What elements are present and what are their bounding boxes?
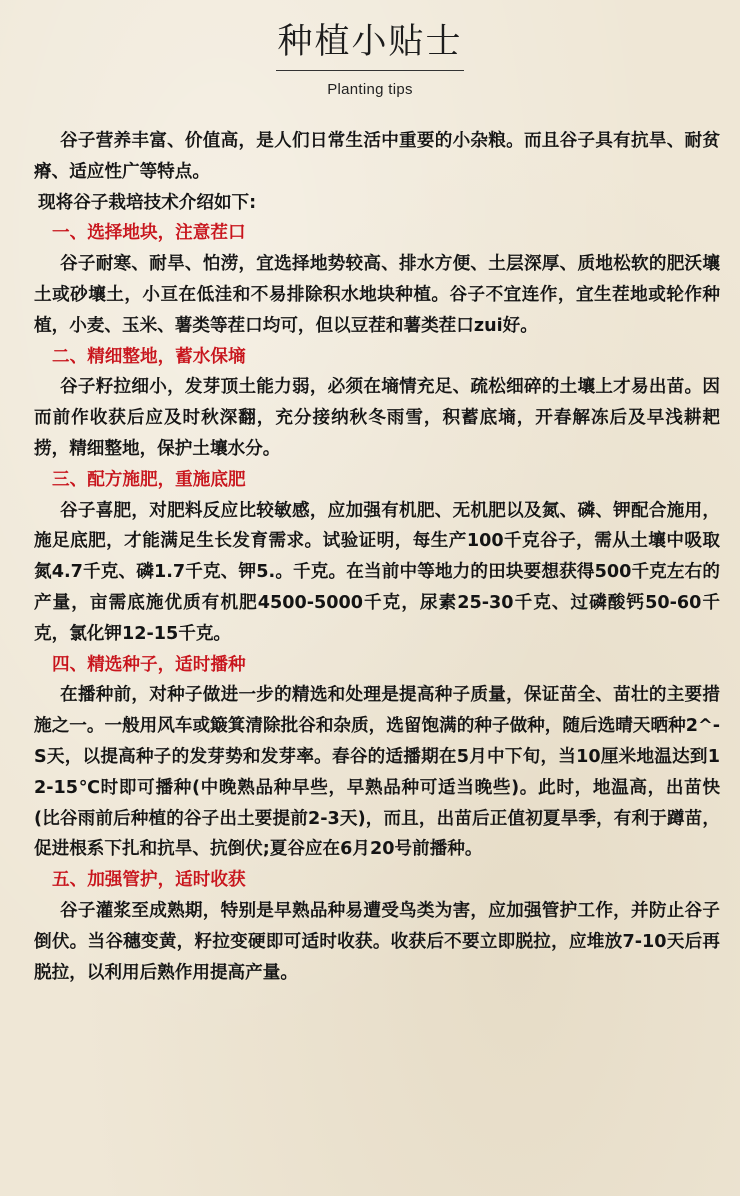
article-body [34, 126, 720, 988]
section-body-4: 在播种前，对种子做进一步的精选和处理是提高种子质量，保证苗全、苗壮的主要措施之一。一般用风车或簸箕清除批谷和杂质，选留饱满的种子做种，随后选晴天晒种2^-S天，以提高种子的发芽势和发芽率。春谷的适播期在5月中下旬，当10厘米地温达到12-15℃时即可播种(中晚熟品种早些，早熟品种可适当晚些)。此时，地温高，出苗快(比谷雨前后种植的谷子出土要提前2-3天)，而且，出苗后正值初夏旱季，有利于蹲苗，促进根系下扎和抗旱、抗倒伏;夏谷应在6月20号前播种。 [34, 685, 720, 860]
intro-paragraph: 谷子营养丰富、价值高，是人们日常生活中重要的小杂粮。而且谷子具有抗旱、耐贫瘠、适应性广等特点。 [34, 131, 720, 182]
section-body-5: 谷子灌浆至成熟期，特别是早熟品种易遭受鸟类为害，应加强管护工作，并防止谷子倒伏。当谷穗变黄，籽拉变硬即可适时收获。收获后不要立即脱拉，应堆放7-10天后再脱拉，以利用后熟作用提高产量。 [34, 900, 720, 983]
intro-lead: 现将谷子栽培技术介绍如下: [38, 192, 257, 213]
section-heading-1: 一、选择地块，注意茬口 [52, 223, 246, 244]
page-subtitle: Planting tips [327, 81, 413, 98]
header [20, 0, 720, 98]
section-body-1: 谷子耐寒、耐旱、怕涝，宜选择地势较高、排水方便、土层深厚、质地松软的肥沃壤土或砂壤土，小亘在低洼和不易排除积水地块种植。谷子不宜连作，宜生茬地或轮作种植，小麦、玉米、薯类等茬口均可，但以豆茬和薯类茬口zui好。 [34, 254, 720, 336]
section-body-3: 谷子喜肥，对肥料反应比较敏感，应加强有机肥、无机肥以及氮、磷、钾配合施用，施足底肥，才能满足生长发育需求。试验证明，每生产100千克谷子，需从土壤中吸取氮4.7千克、磷1.7千克、钾5.。千克。在当前中等地力的田块要想获得500千克左右的产量，亩需底施优质有机肥4500-5000千克，尿素25-30千克、过磷酸钙50-60千克，氯化钾12-15千克。 [34, 500, 720, 644]
section-heading-2: 二、精细整地，蓄水保墒 [52, 346, 246, 367]
section-heading-3: 三、配方施肥，重施底肥 [52, 469, 246, 490]
section-body-2: 谷子籽拉细小，发芽顶土能力弱，必须在墒情充足、疏松细碎的土壤上才易出苗。因而前作收获后应及时秋深翻，充分接纳秋冬雨雪，积蓄底墒，开春解冻后及早浅耕耙捞，精细整地，保护土壤水分。 [34, 377, 720, 459]
section-heading-5: 五、加强管护，适时收获 [52, 870, 246, 891]
page-title: 种植小贴士 [277, 22, 463, 62]
title-divider [276, 70, 464, 71]
section-heading-4: 四、精选种子，适时播种 [52, 654, 246, 675]
